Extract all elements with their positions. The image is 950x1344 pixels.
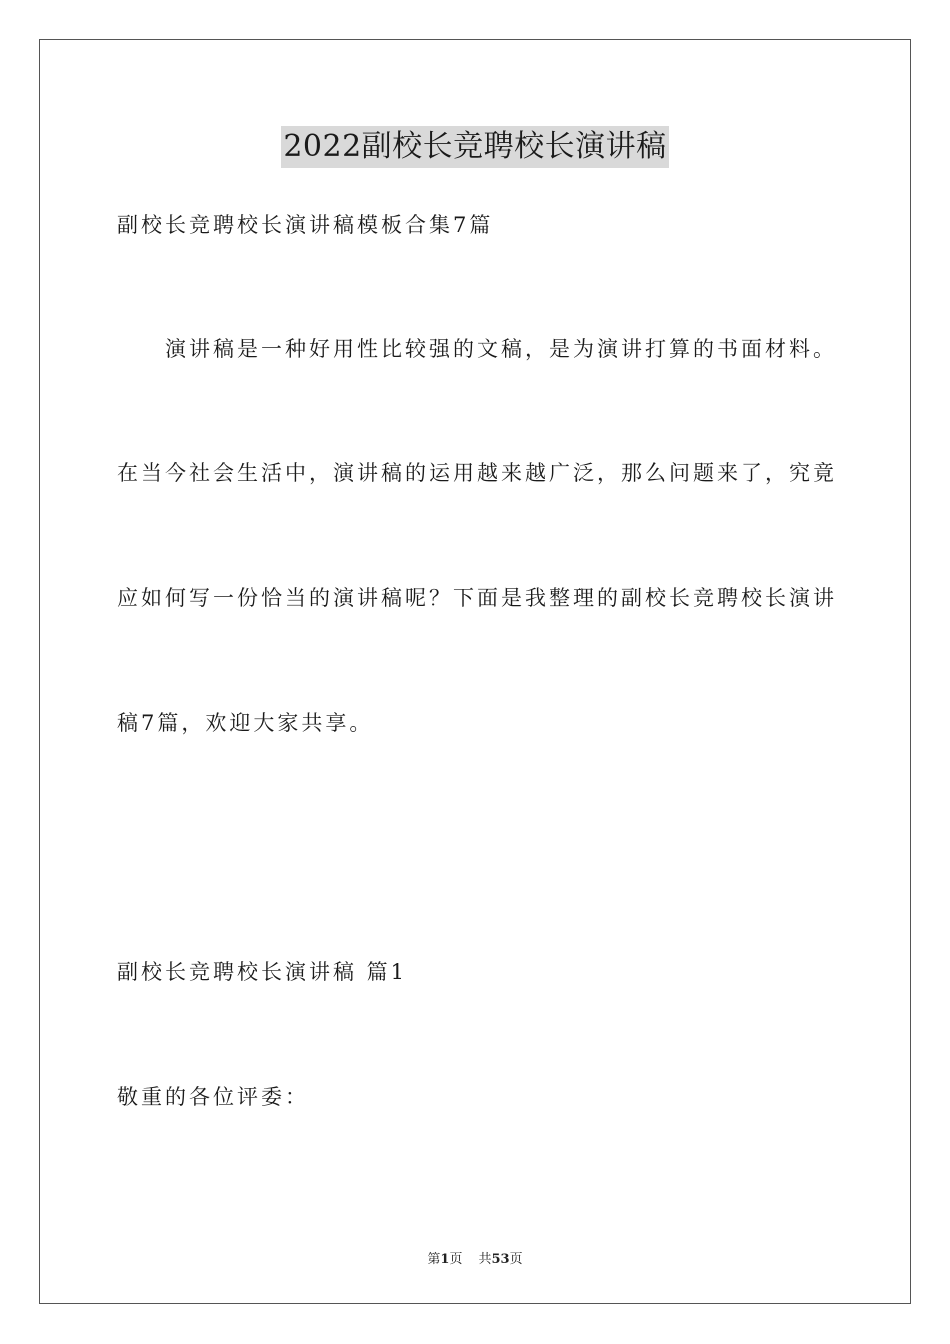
page-suffix: 页 bbox=[449, 1252, 463, 1267]
total-prefix: 共 bbox=[478, 1252, 492, 1267]
page-number: 1 bbox=[440, 1252, 450, 1267]
title-container bbox=[0, 126, 950, 168]
paragraph-line: 演讲稿是一种好用性比较强的文稿，是为演讲打算的书面材料。 bbox=[165, 337, 837, 361]
page-prefix: 第 bbox=[427, 1252, 441, 1267]
paragraph-line: 应如何写一份恰当的演讲稿呢？下面是我整理的副校长竞聘校长演讲 bbox=[117, 586, 837, 610]
total-suffix: 页 bbox=[509, 1252, 523, 1267]
paragraph-line: 在当今社会生活中，演讲稿的运用越来越广泛，那么问题来了，究竟 bbox=[117, 461, 837, 485]
subtitle-line: 副校长竞聘校长演讲稿模板合集7篇 bbox=[117, 213, 494, 237]
total-pages: 53 bbox=[491, 1252, 510, 1267]
salutation-line: 敬重的各位评委： bbox=[117, 1085, 309, 1109]
page-footer bbox=[0, 1248, 950, 1267]
paragraph-line: 稿7篇，欢迎大家共享。 bbox=[117, 711, 374, 735]
document-title: 2022副校长竞聘校长演讲稿 bbox=[281, 126, 668, 168]
section-heading: 副校长竞聘校长演讲稿 篇1 bbox=[117, 960, 408, 984]
